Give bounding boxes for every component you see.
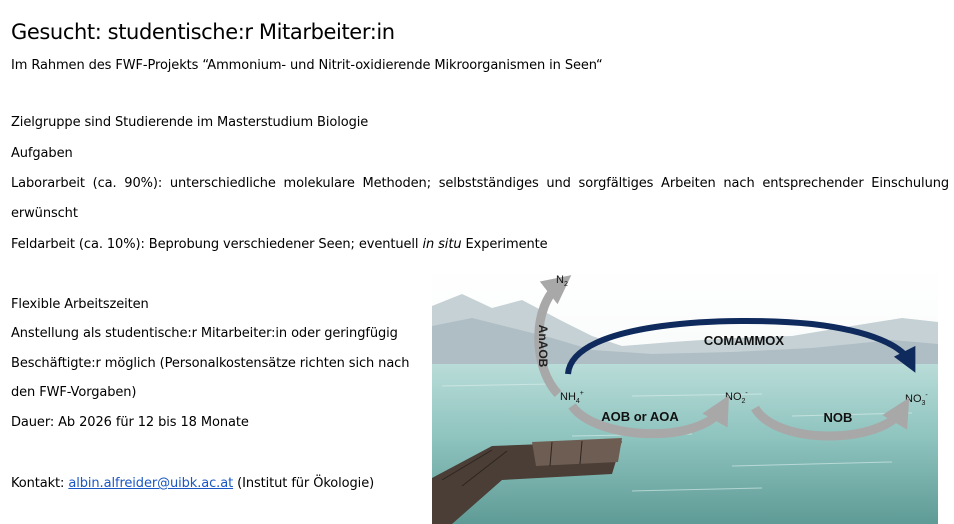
- page-title: Gesucht: studentische:r Mitarbeiter:in: [11, 20, 395, 44]
- contact-institute: (Institut für Ökologie): [233, 476, 375, 491]
- employment-line-3: den FWF-Vorgaben): [11, 385, 137, 400]
- target-group: Zielgruppe sind Studierende im Masterstudium Biologie: [11, 115, 369, 130]
- lab-work-line-1: Laborarbeit (ca. 90%): unterschiedliche molekulare Methoden; selbstständiges und sorgfältiges Arbeiten nach entsprechender Einschulung: [11, 176, 949, 191]
- field-work-suffix: Experimente: [461, 237, 548, 252]
- field-work: [11, 237, 548, 252]
- tasks-heading: Aufgaben: [11, 146, 73, 161]
- comammox-label: COMAMMOX: [703, 333, 785, 348]
- lake-photo: [432, 266, 938, 524]
- field-work-italic: in situ: [422, 237, 462, 252]
- no3-label: $NO_3^-$: [905, 392, 928, 407]
- field-work-text: Feldarbeit (ca. 10%): Beprobung verschiedener Seen; eventuell: [11, 237, 423, 252]
- lake-water: [432, 364, 938, 524]
- contact: [11, 476, 374, 491]
- nob-label: NOB: [823, 410, 853, 425]
- nitrogen-cycle-figure: [432, 266, 938, 524]
- n2-label: $N_2$: [556, 274, 568, 288]
- duration: Dauer: Ab 2026 für 12 bis 18 Monate: [11, 415, 249, 430]
- employment-line-1: Anstellung als studentische:r Mitarbeiter:in oder geringfügig: [11, 326, 398, 341]
- anaob-label: AnAOB: [536, 324, 550, 368]
- subtitle: Im Rahmen des FWF-Projekts “Ammonium- und Nitrit-oxidierende Mikroorganismen in Seen“: [11, 58, 603, 73]
- aob-label: AOB or AOA: [601, 409, 679, 424]
- contact-label: Kontakt:: [11, 476, 69, 491]
- employment-line-2: Beschäftigte:r möglich (Personalkostensätze richten sich nach: [11, 356, 410, 371]
- no2-label: $NO_2^-$: [725, 390, 748, 405]
- lab-work-line-2: erwünscht: [11, 206, 78, 221]
- flexible-hours: Flexible Arbeitszeiten: [11, 297, 149, 312]
- nh4-label: $NH_4^+$: [560, 390, 584, 405]
- contact-email-link[interactable]: albin.alfreider@uibk.ac.at: [68, 476, 234, 491]
